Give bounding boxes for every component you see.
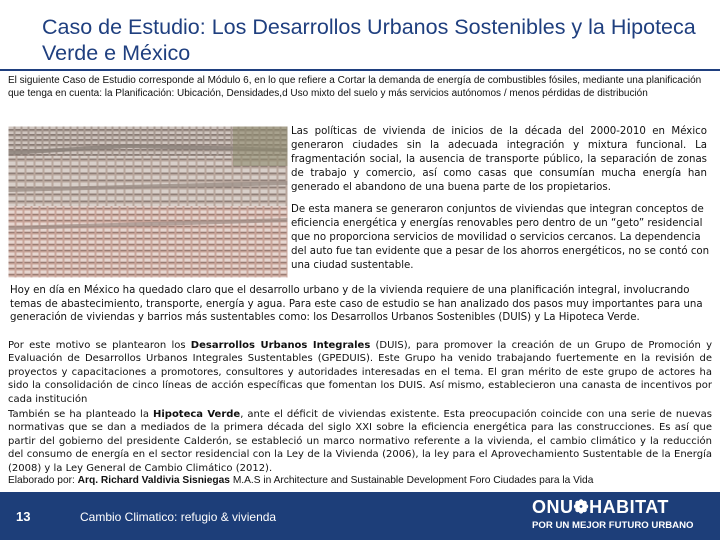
- paragraph-duis: [8, 339, 712, 406]
- credit-suffix: M.A.S in Architecture and Sustainable Development Foro Ciudades para la Vida: [229, 475, 594, 486]
- title-divider: [0, 69, 720, 71]
- duis-bold-term: Desarrollos Urbanos Integrales: [190, 340, 371, 351]
- credit-author: Arq. Richard Valdivia Sisniegas: [77, 475, 230, 486]
- credit-prefix: Elaborado por:: [8, 475, 78, 486]
- duis-text-body: (DUIS), para promover la creación de un Grupo de Promoción y Evaluación de Desarrollos Urbanos Integrales Sustentables (GPEDUIS). Este Grupo ha venido trabajando fuertemente en la revisión de proyectos y capacitaciones a promotores, consultores y autoridades interesadas en el tema. El gran mérito de este grupo de actores ha sido la consolidación de cinco líneas de acción específicas que fomentan los DUIS. Así mismo, establecieron una canasta de incentivos por cada institución: [8, 340, 712, 405]
- logo-subtitle: POR UN MEJOR FUTURO URBANO: [532, 520, 694, 531]
- paragraph-integral-planning: Hoy en día en México ha quedado claro que el desarrollo urbano y de la vivienda requiere de una planificación integral, involucrando temas de abastecimiento, transporte, energía y agua. Para este caso de estudio se han analizado dos pasos muy importantes para una generación de viviendas y barrios más sustentables como: los Desarrollos Urbanos Sostenibles (DUIS) y La Hipoteca Verde.: [10, 285, 703, 323]
- paragraph-housing-policy: Las políticas de vivienda de inicios de la década del 2000-2010 en México generaron ciudades sin la adecuada integración y mixtura funcional. La fragmentación social, la ausencia de transporte público, la separación de zonas de trabajo y comercio, así como casas que consumían mucha energía han generado el abandono de una buena parte de los propietarios.: [291, 126, 707, 193]
- page-title: Caso de Estudio: Los Desarrollos Urbanos Sostenibles y la Hipoteca Verde e México: [42, 15, 696, 65]
- footer-caption: Cambio Climatico: refugio & vivienda: [80, 510, 277, 524]
- author-credit: [8, 474, 712, 487]
- un-habitat-logo: [532, 497, 712, 537]
- mortgage-bold-term: Hipoteca Verde: [152, 409, 241, 420]
- housing-aerial-photo: [8, 126, 288, 278]
- mortgage-text-prefix: También se ha planteado la: [8, 409, 153, 420]
- page-number: 13: [16, 509, 31, 524]
- duis-text-prefix: Por este motivo se plantearon los: [8, 340, 191, 351]
- paragraph-green-mortgage: [8, 408, 712, 475]
- paragraph-housing-sets: De esta manera se generaron conjuntos de viviendas que integran conceptos de eficiencia energética y energías renovables pero dentro de un “geto” residencial que no proporciona servicios de movilidad o servicios cercanos. La dependencia del auto fue tan evidente que a pesar de los ahorros energéticos, no se contó con una ciudad sustentable.: [291, 204, 710, 271]
- logo-title: ONU❁HABITAT: [532, 497, 669, 517]
- mortgage-text-body: , ante el déficit de viviendas existente. Esta preocupación coincide con una serie de nuevas normativas que se dan a mediados de la primera década del siglo XXI sobre la eficiencia energética para las construcciones. Es así que partir del gobierno del presidente Calderón, se estableció un marco normativo referente a la vivienda, el cambio climático y la reducción del consumo de energía en el sector residencial con la Ley de la Vivienda (2006), la ley para el Aprovechamiento Sustentable de la Energía (2008) y la Ley General de Cambio Climático (2012).: [8, 409, 712, 474]
- intro-text: El siguiente Caso de Estudio corresponde al Módulo 6, en lo que refiere a Cortar la demanda de energía de combustibles fósiles, mediante una planificación que tenga en cuenta: la Planificación: Ubicación, Densidades,d Uso mixto del suelo y más servicios autónomos / menos pérdidas de distribución: [8, 75, 702, 99]
